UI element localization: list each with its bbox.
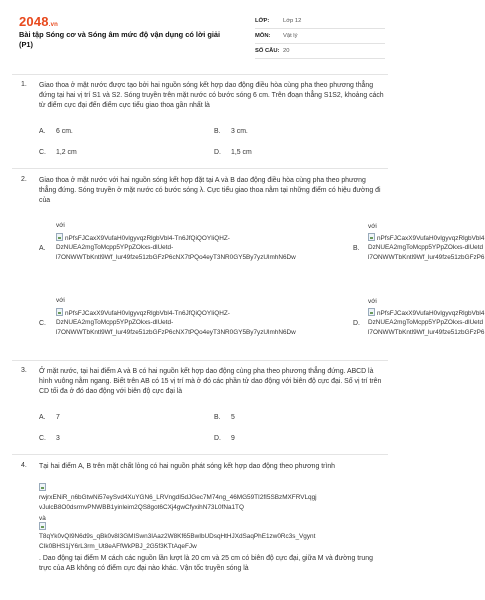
document-title: Bài tập Sóng cơ và Sóng âm mức độ vận dụng có lời giải (P1) bbox=[19, 30, 221, 49]
meta-info bbox=[255, 14, 385, 59]
option-b-image-text: DzNUEA2mgToMcpp5YPpZOkxs-dlUetd l7ONWWTbKntl9Wf_lur49fze51zbGFzP6 bbox=[368, 244, 485, 261]
question-number: 4. bbox=[21, 462, 27, 469]
option-a-image-text: DzNUEA2mgToMcpp5YPpZOkxs-dlUetd- l7ONWWTbKntl9Wf_lur49fze51zbGFzP6cNX7tPQo4eyT3NR0GY5By7yzUlmhN6Dw bbox=[56, 244, 296, 261]
option-d[interactable]: D. 1,5 cm bbox=[214, 149, 252, 156]
question-text: Giao thoa ở mặt nước với hai nguồn sóng kết hợp đặt tại A và B dao động điều hòa cùng pha theo phương thẳng đứng. Sóng truyền ở mặt nước có bước sóng λ. Cực tiểu giao thoa nằm tại những điểm có hiệu đường đi của bbox=[39, 177, 381, 204]
option-d-image: nPfsFJCaxX9VufaH0vlgyvqzRlgbVbl4 bbox=[368, 308, 400, 319]
option-a[interactable]: A. 6 cm. bbox=[39, 128, 73, 135]
question-1 bbox=[0, 81, 400, 171]
broken-image-icon bbox=[39, 483, 46, 491]
question-number: 1. bbox=[21, 81, 27, 88]
divider bbox=[12, 168, 388, 169]
option-d-prefix: với bbox=[368, 298, 377, 305]
connector-text: và bbox=[39, 515, 46, 522]
option-a[interactable]: A. bbox=[39, 245, 46, 252]
question-number: 2. bbox=[21, 176, 27, 183]
equation-image-1-text: rwjrxENiR_n6bGtwNi57eySvd4XuYGN6_LRVngdI5dJGec7M74ng_46MG59TI2fI5SBzMXFRVLqgj vJulcB8O0dsrmvPNWBB1yinleim2QS8got6CXj4gwCfyxihN73L0fNa1TQ bbox=[39, 494, 317, 511]
option-b-prefix: với bbox=[368, 223, 377, 230]
broken-image-icon bbox=[56, 308, 63, 316]
meta-label: SỐ CÂU: bbox=[255, 48, 280, 54]
meta-value: 20 bbox=[283, 48, 290, 54]
meta-row-subject bbox=[255, 29, 385, 44]
question-3 bbox=[0, 367, 400, 457]
question-text: Tại hai điểm A, B trên mặt chất lỏng có hai nguồn phát sóng kết hợp dao động theo phương trình bbox=[39, 463, 335, 470]
option-c[interactable]: C. 1,2 cm bbox=[39, 149, 77, 156]
page-header bbox=[0, 0, 400, 72]
option-b[interactable]: B. 5 bbox=[214, 414, 235, 421]
meta-value: Vật lý bbox=[283, 33, 298, 39]
divider bbox=[12, 454, 388, 455]
option-a[interactable]: A. 7 bbox=[39, 414, 60, 421]
option-d-image-text: DzNUEA2mgToMcpp5YPpZOkxs-dlUetd l7ONWWTbKntl9Wf_lur49fze51zbGFzP6 bbox=[368, 319, 485, 336]
meta-row-count bbox=[255, 44, 385, 59]
question-2 bbox=[0, 176, 485, 366]
broken-image-icon bbox=[368, 308, 375, 316]
option-c-prefix: với bbox=[56, 297, 65, 304]
option-b[interactable]: B. 3 cm. bbox=[214, 128, 248, 135]
meta-label: MÔN: bbox=[255, 33, 271, 39]
option-a-image: nPfsFJCaxX9VufaH0vlgyvqzRlgbVbl4-Tn6JfQiQOYIiQHZ- bbox=[56, 233, 352, 244]
broken-image-icon bbox=[56, 233, 63, 241]
broken-image-icon bbox=[39, 522, 46, 530]
question-text: Ở mặt nước, tại hai điểm A và B có hai nguồn kết hợp dao động cùng pha theo phương thẳng đứng. ABCD là hình vuông nằm ngang. Biết trên AB có 15 vị trí mà ở đó các phần tử dao động với biên độ cực đại. Số vị trí trên CD tối đa ở đó dao động với biên độ cực đại là bbox=[39, 368, 382, 395]
option-b-image: nPfsFJCaxX9VufaH0vlgyvqzRlgbVbl4 bbox=[368, 233, 400, 244]
meta-label: LỚP: bbox=[255, 18, 270, 24]
option-b[interactable]: B. bbox=[353, 245, 360, 252]
option-d[interactable]: D. 9 bbox=[214, 435, 235, 442]
meta-value: Lớp 12 bbox=[283, 18, 302, 24]
broken-image-icon bbox=[368, 233, 375, 241]
option-c-image: nPfsFJCaxX9VufaH0vlgyvqzRlgbVbl4-Tn6JfQiQOYIiQHZ- bbox=[56, 308, 352, 319]
option-a-prefix: với bbox=[56, 222, 65, 229]
divider bbox=[12, 360, 388, 361]
option-d[interactable]: D. bbox=[353, 320, 360, 327]
question-continuation: . Dao động tại điểm M cách các nguồn lần lượt là 20 cm và 25 cm có biên độ cực đại, giữa M và đường trung trực của AB không có điểm cực đại nào khác. Vận tốc truyền sóng là bbox=[39, 555, 373, 572]
meta-row-class bbox=[255, 14, 385, 29]
question-number: 3. bbox=[21, 367, 27, 374]
question-text: Giao thoa ở mặt nước được tạo bởi hai nguồn sóng kết hợp dao động điều hòa cùng pha theo phương thẳng đứng tại hai vị trí S1 và S2. Sóng truyền trên mặt nước có bước sóng 6 cm. Trên đoạn thẳng S1S2, khoảng cách từ điểm cực đại đến điểm cực tiểu giao thoa gần nhất là bbox=[39, 82, 384, 109]
equation-image-2-text: T8qYk0vQI9N6d9s_qBk0v8I3GMISwn3IAaz2W8Kf65BwIbUDsqHtHJXdSaqPhE1zw0Rc3s_Vgynt CIk0BHS1jY6rL3rm_Ut8eAFfWkPBJ_2G5f3KTtAqeFJw bbox=[39, 533, 316, 550]
question-4 bbox=[0, 462, 400, 600]
option-c[interactable]: C. bbox=[39, 320, 46, 327]
option-c-image-text: DzNUEA2mgToMcpp5YPpZOkxs-dlUetd- l7ONWWTbKntl9Wf_lur49fze51zbGFzP6cNX7tPQo4eyT3NR0GY5By7yzUlmhN6Dw bbox=[56, 319, 296, 336]
option-c[interactable]: C. 3 bbox=[39, 435, 60, 442]
site-logo[interactable]: 2048.vn bbox=[19, 14, 59, 29]
divider bbox=[12, 74, 388, 75]
